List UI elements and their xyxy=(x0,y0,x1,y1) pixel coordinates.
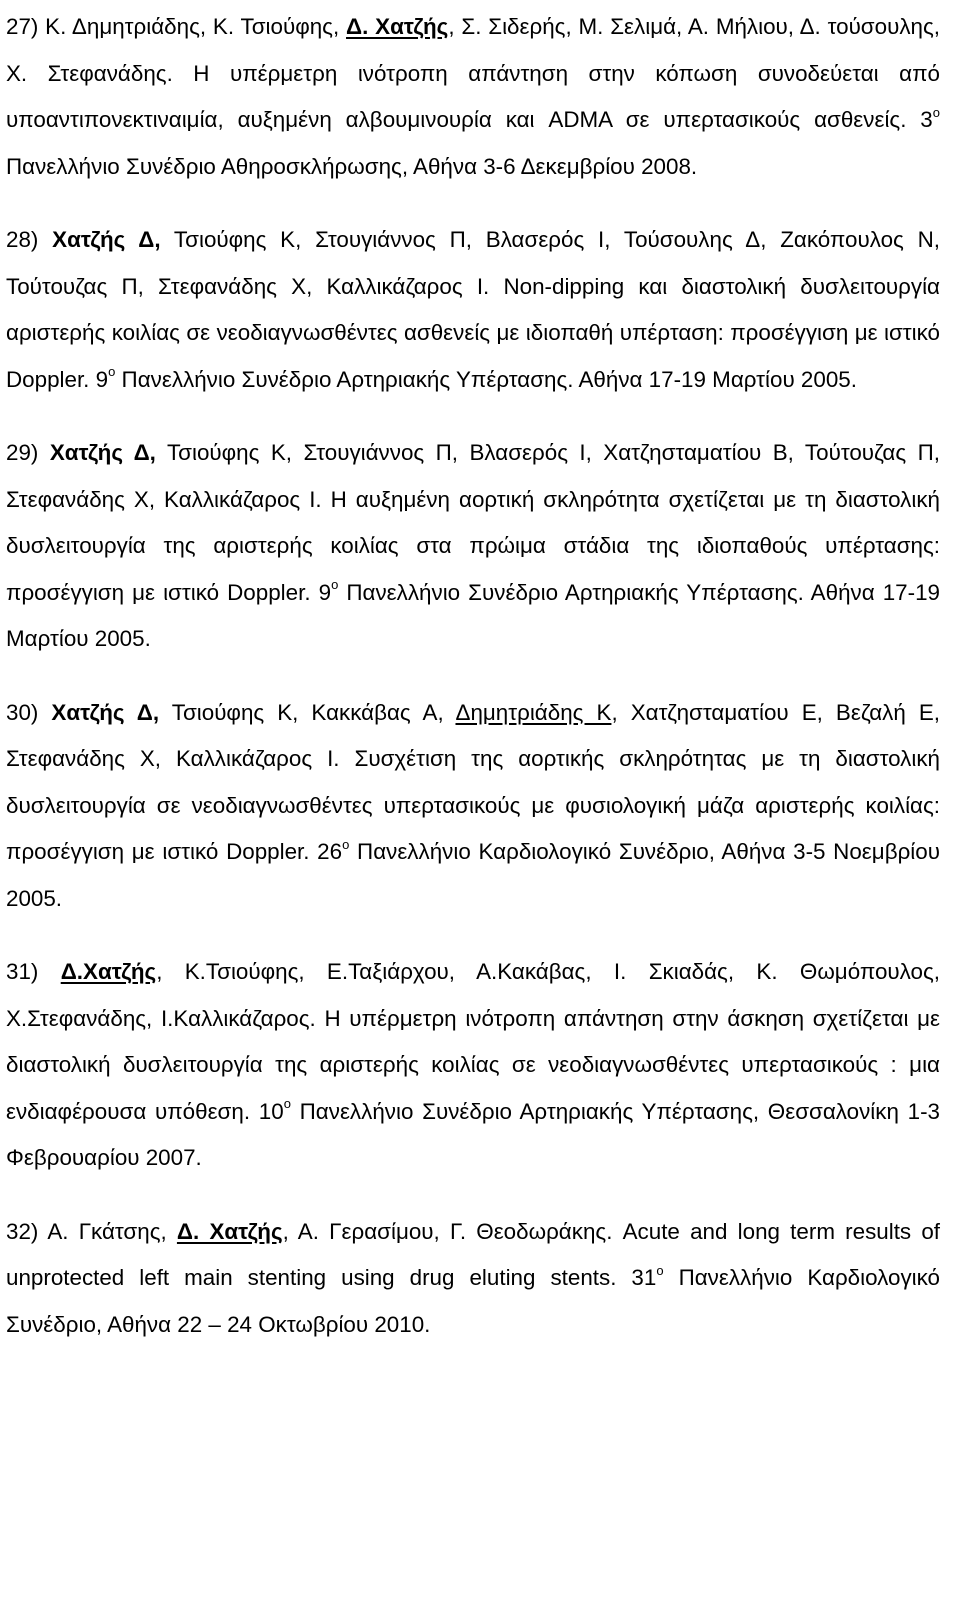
reference-text: , Α. Γερασίμου, Γ. Θεοδωράκης. Acute and long term results of unprotected left main stenting using drug eluting stents. 31 xyxy=(6,1218,940,1290)
highlighted-author: Χατζής Δ, xyxy=(51,699,160,725)
ordinal-superscript: ο xyxy=(283,1096,291,1112)
ordinal-superscript: ο xyxy=(331,577,339,593)
highlighted-author: Χατζής Δ, xyxy=(49,440,156,465)
highlighted-author: Δ. Χατζής xyxy=(176,1218,283,1244)
ordinal-superscript: ο xyxy=(342,836,350,852)
highlighted-author: Χατζής Δ, xyxy=(52,227,161,252)
reference-text: 27) Κ. Δημητριάδης, Κ. Τσιούφης, xyxy=(6,14,347,39)
reference-text: 31) xyxy=(6,959,61,984)
reference-text: 32) Α. Γκάτσης, xyxy=(6,1218,177,1244)
ordinal-superscript: ο xyxy=(932,104,940,120)
reference-text: Πανελλήνιο Καρδιολογικό Συνέδριο, Αθήνα 3-5 Νοεμβρίου 2005. xyxy=(6,839,940,911)
reference-32 xyxy=(6,1209,940,1349)
reference-29 xyxy=(6,430,940,663)
reference-text: 30) xyxy=(6,699,52,725)
reference-text: Πανελλήνιο Συνέδριο Αρτηριακής Υπέρτασης. Αθήνα 17-19 Μαρτίου 2005. xyxy=(6,579,940,651)
reference-31 xyxy=(6,949,940,1182)
reference-text: Πανελλήνιο Συνέδριο Αρτηριακής Υπέρτασης. Αθήνα 17-19 Μαρτίου 2005. xyxy=(115,366,857,392)
reference-28 xyxy=(6,217,940,403)
underlined-author: Δημητριάδης Κ xyxy=(455,699,612,725)
reference-text: Τσιούφης Κ, Στουγιάννος Π, Βλασερός Ι, Τούσουλης Δ, Ζακόπουλος Ν, Τούτουζας Π, Στεφανάδης Χ, Καλλικάζαρος Ι. Non-dipping και διαστολική δυσλειτουργία αριστερής κοιλίας σε νεοδιαγνωσθέντες ασθενείς με ιδιοπαθή υπέρταση: προσέγγιση με ιστικό Doppler. 9 xyxy=(6,227,940,392)
reference-text: Πανελλήνιο Συνέδριο Αρτηριακής Υπέρτασης, Θεσσαλονίκη 1-3 Φεβρουαρίου 2007. xyxy=(6,1098,940,1170)
reference-text: Τσιούφης Κ, Κακκάβας Α, xyxy=(159,699,456,725)
reference-text: , Κ.Τσιούφης, Ε.Ταξιάρχου, Α.Κακάβας, Ι. Σκιαδάς, Κ. Θωμόπουλος, Χ.Στεφανάδης, Ι.Καλλικάζαρος. Η υπέρμετρη ινότροπη απάντηση στην άσκηση σχετίζεται με διαστολική δυσλειτουργία της αριστερής κοιλίας σε νεοδιαγνωσθέντες υπερτασικούς : μια ενδιαφέρουσα υπόθεση. 10 xyxy=(6,959,940,1124)
highlighted-author: Δ. Χατζής xyxy=(346,14,449,39)
highlighted-author: Δ.Χατζής xyxy=(60,959,157,984)
reference-text: , Σ. Σιδερής, Μ. Σελιμά, Α. Μήλιου, Δ. τούσουλης, Χ. Στεφανάδης. Η υπέρμετρη ινότροπη απάντηση στην κόπωση συνοδεύεται από υποαντιπονεκτιναιμία, αυξημένη αλβουμινουρία και ADMA σε υπερτασικούς ασθενείς. 3 xyxy=(6,14,940,132)
reference-text: Πανελλήνιο Συνέδριο Αθηροσκλήρωσης, Αθήνα 3-6 Δεκεμβρίου 2008. xyxy=(6,153,698,179)
reference-30 xyxy=(6,690,940,923)
reference-text: Πανελλήνιο Καρδιολογικό Συνέδριο, Αθήνα 22 – 24 Οκτωβρίου 2010. xyxy=(6,1265,940,1337)
reference-27 xyxy=(6,4,940,190)
reference-text: Τσιούφης Κ, Στουγιάννος Π, Βλασερός Ι, Χατζησταματίου Β, Τούτουζας Π, Στεφανάδης Χ, Καλλικάζαρος Ι. Η αυξημένη αορτική σκληρότητα σχετίζεται με τη διαστολική δυσλειτουργία της αριστερής κοιλίας στα πρώιμα στάδια της ιδιοπαθούς υπέρτασης: προσέγγιση με ιστικό Doppler. 9 xyxy=(6,440,940,605)
reference-text: 29) xyxy=(6,440,50,465)
reference-text: , Χατζησταματίου Ε, Βεζαλή Ε, Στεφανάδης Χ, Καλλικάζαρος Ι. Συσχέτιση της αορτικής σκληρότητας με τη διαστολική δυσλειτουργία σε νεοδιαγνωσθέντες υπερτασικούς με φυσιολογική μάζα αριστερής κοιλίας: προσέγγιση με ιστικό Doppler. 26 xyxy=(6,699,940,864)
ordinal-superscript: ο xyxy=(656,1262,664,1278)
reference-text: 28) xyxy=(6,227,53,252)
ordinal-superscript: ο xyxy=(108,364,116,380)
